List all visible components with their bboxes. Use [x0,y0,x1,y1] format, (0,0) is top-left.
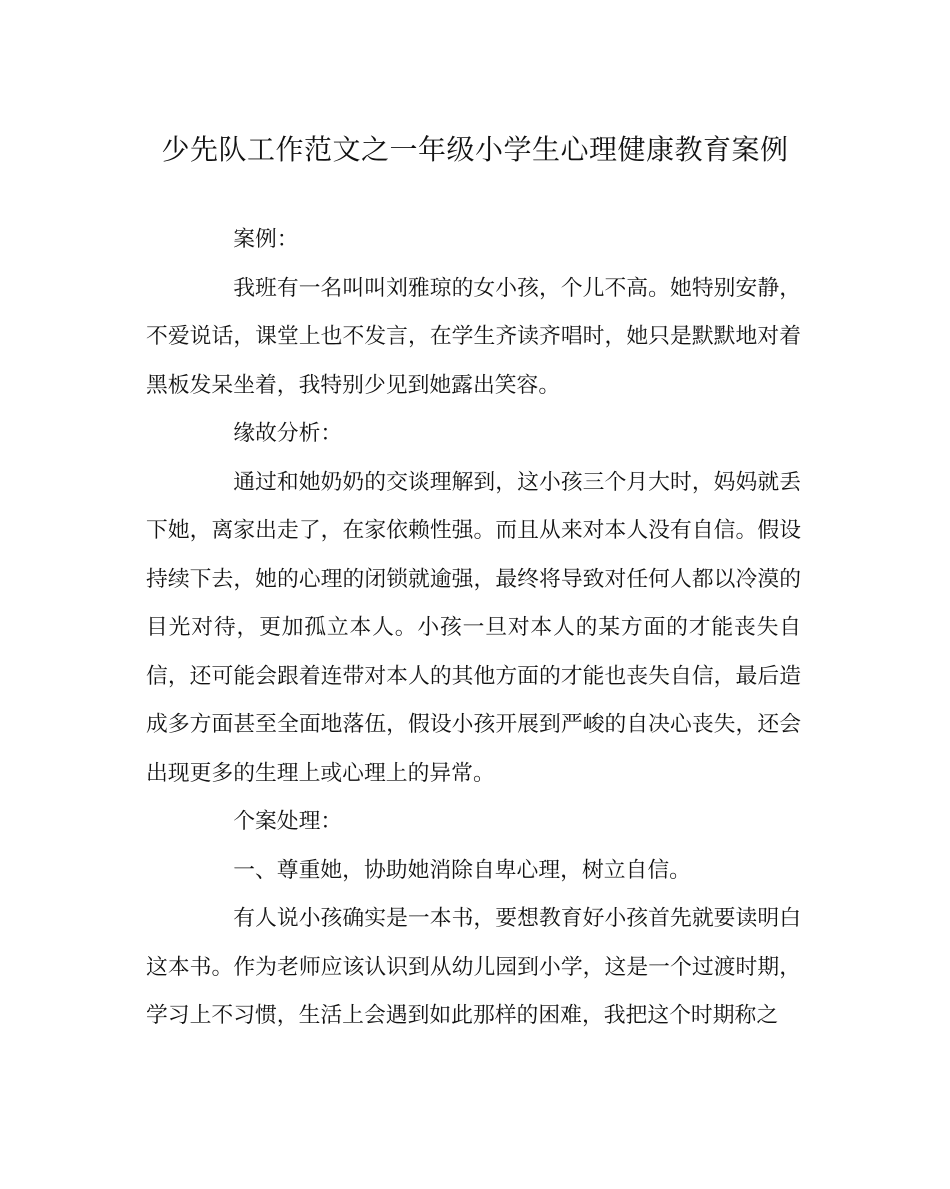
document-title: 少先队工作范文之一年级小学生心理健康教育案例 [161,133,789,166]
document-body [146,216,801,1041]
paragraph-child-is-a-book: 有人说小孩确实是一本书，要想教育好小孩首先就要读明白这本书。作为老师应该认识到从幼儿园到小学，这是一个过渡时期，学习上不习惯，生活上会遇到如此那样的困难，我把这个时期称之 [146,906,801,1028]
paragraph-cause-analysis: 通过和她奶奶的交谈理解到，这小孩三个月大时，妈妈就丢下她，离家出走了，在家依赖性强。而且从来对本人没有自信。假设持续下去，她的心理的闭锁就逾强，最终将导致对任何人都以冷漠的目光对待，更加孤立本人。小孩一旦对本人的某方面的才能丧失自信，还可能会跟着连带对本人的其他方面的才能也丧失自信，最后造成多方面甚至全面地落伍，假设小孩开展到严峻的自决心丧失，还会出现更多的生理上或心理上的异常。 [146,469,801,786]
paragraph-case-description: 我班有一名叫叫刘雅琼的女小孩，个儿不高。她特别安静，不爱说话，课堂上也不发言，在学生齐读齐唱时，她只是默默地对着黑板发呆坐着，我特别少见到她露出笑容。 [146,275,801,398]
subheading-respect-her: 一、尊重她，协助她消除自卑心理，树立自信。 [233,857,691,883]
section-heading-cause-analysis: 缘故分析： [233,421,343,446]
section-heading-case: 案例： [233,227,299,252]
section-heading-case-handling: 个案处理： [233,809,343,834]
